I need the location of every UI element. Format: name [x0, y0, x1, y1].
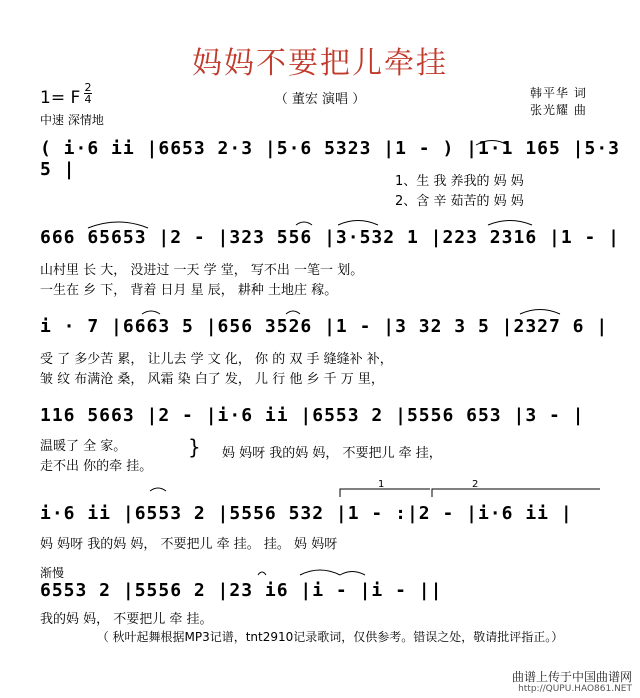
lyric-line: 我的妈 妈， 不要把儿 牵 挂。 — [40, 612, 213, 627]
time-signature-bottom: 4 — [84, 93, 92, 106]
site-watermark-url: http://QUPU.HAO861.NET — [518, 684, 632, 694]
volta-bracket-2 — [432, 489, 600, 497]
lyric-verse-1: 温暖了 全 家。 — [40, 439, 127, 454]
lyric-verse-2: 皱 纹 布满沧 桑， 风霜 染 白了 发， 儿 行 他 乡 千 万 里， — [40, 372, 384, 387]
lyric-verse-2: 一生在 乡 下， 背着 日月 星 辰， 耕种 土地庄 稼。 — [40, 283, 338, 298]
volta-2-label: 2 — [472, 479, 479, 490]
slur-arc — [286, 311, 300, 314]
tempo-marking: 中速 深情地 — [40, 113, 104, 127]
song-title: 妈妈不要把儿牵挂 — [192, 46, 448, 81]
notation-line: 6553 2 |5556 2 |23 i6 |i - |i - || — [40, 580, 443, 601]
notation-line: 666 65653 |2 - |323 556 |3·532 1 |223 2316 |1 - | — [40, 227, 621, 248]
slur-arc — [488, 221, 532, 226]
singer-credit: （ 董宏 演唱 ） — [274, 92, 366, 107]
lyricist-credit: 韩平华 词 — [530, 86, 587, 100]
slur-arc — [338, 221, 378, 226]
lyric-line: 妈 妈呀 我的妈 妈， 不要把儿 牵 挂。 挂。 妈 妈呀 — [40, 537, 338, 552]
transcription-note: （ 秋叶起舞根据MP3记谱，tnt2910记录歌词，仅供参考。错误之处，敬请批评指正。） — [96, 630, 564, 644]
slur-arc — [88, 222, 148, 228]
slur-arc — [300, 570, 340, 575]
lyric-verse-2: 走不出 你的牵 挂。 — [40, 459, 153, 474]
lyric-verse-2: 2、含 辛 茹苦的 妈 妈 — [395, 194, 524, 209]
lyric-chorus: 妈 妈呀 我的妈 妈， 不要把儿 牵 挂， — [222, 446, 442, 461]
slur-arc — [258, 572, 266, 575]
key-signature: 1= F — [40, 88, 81, 108]
volta-bracket-1 — [340, 489, 430, 497]
composer-credit: 张光耀 曲 — [530, 103, 587, 117]
time-signature-top: 2 — [84, 81, 92, 94]
notation-line: i · 7 |6663 5 |656 3526 |1 - |3 32 3 5 |2327 6 | — [40, 316, 609, 337]
lyric-verse-1: 1、生 我 养我的 妈 妈 — [395, 174, 524, 189]
slur-arc — [142, 311, 160, 314]
brace-symbol: } — [188, 435, 201, 459]
slur-arc — [296, 222, 312, 225]
tempo-change-marking: 渐慢 — [40, 566, 65, 580]
lyric-verse-1: 山村里 长 大， 没进过 一天 学 堂， 写不出 一笔一 划。 — [40, 263, 364, 278]
slur-arc — [150, 488, 166, 491]
site-watermark: 曲谱上传于中国曲谱网 — [511, 670, 632, 684]
notation-line: i·6 ii |6553 2 |5556 532 |1 - :|2 - |i·6 ii | — [40, 503, 573, 524]
slur-arc — [476, 141, 508, 146]
notation-line: ( i·6 ii |6653 2·3 |5·6 5323 |1 - ) |1·1 165 |5·3 5 | — [40, 138, 621, 180]
slur-arc — [340, 572, 365, 576]
lyric-verse-1: 受 了 多少苦 累， 让儿去 学 文 化， 你 的 双 手 缝缝补 补， — [40, 352, 393, 367]
slur-arc — [520, 310, 560, 315]
volta-1-label: 1 — [378, 479, 385, 490]
notation-line: 116 5663 |2 - |i·6 ii |6553 2 |5556 653 |3 - | — [40, 405, 585, 426]
